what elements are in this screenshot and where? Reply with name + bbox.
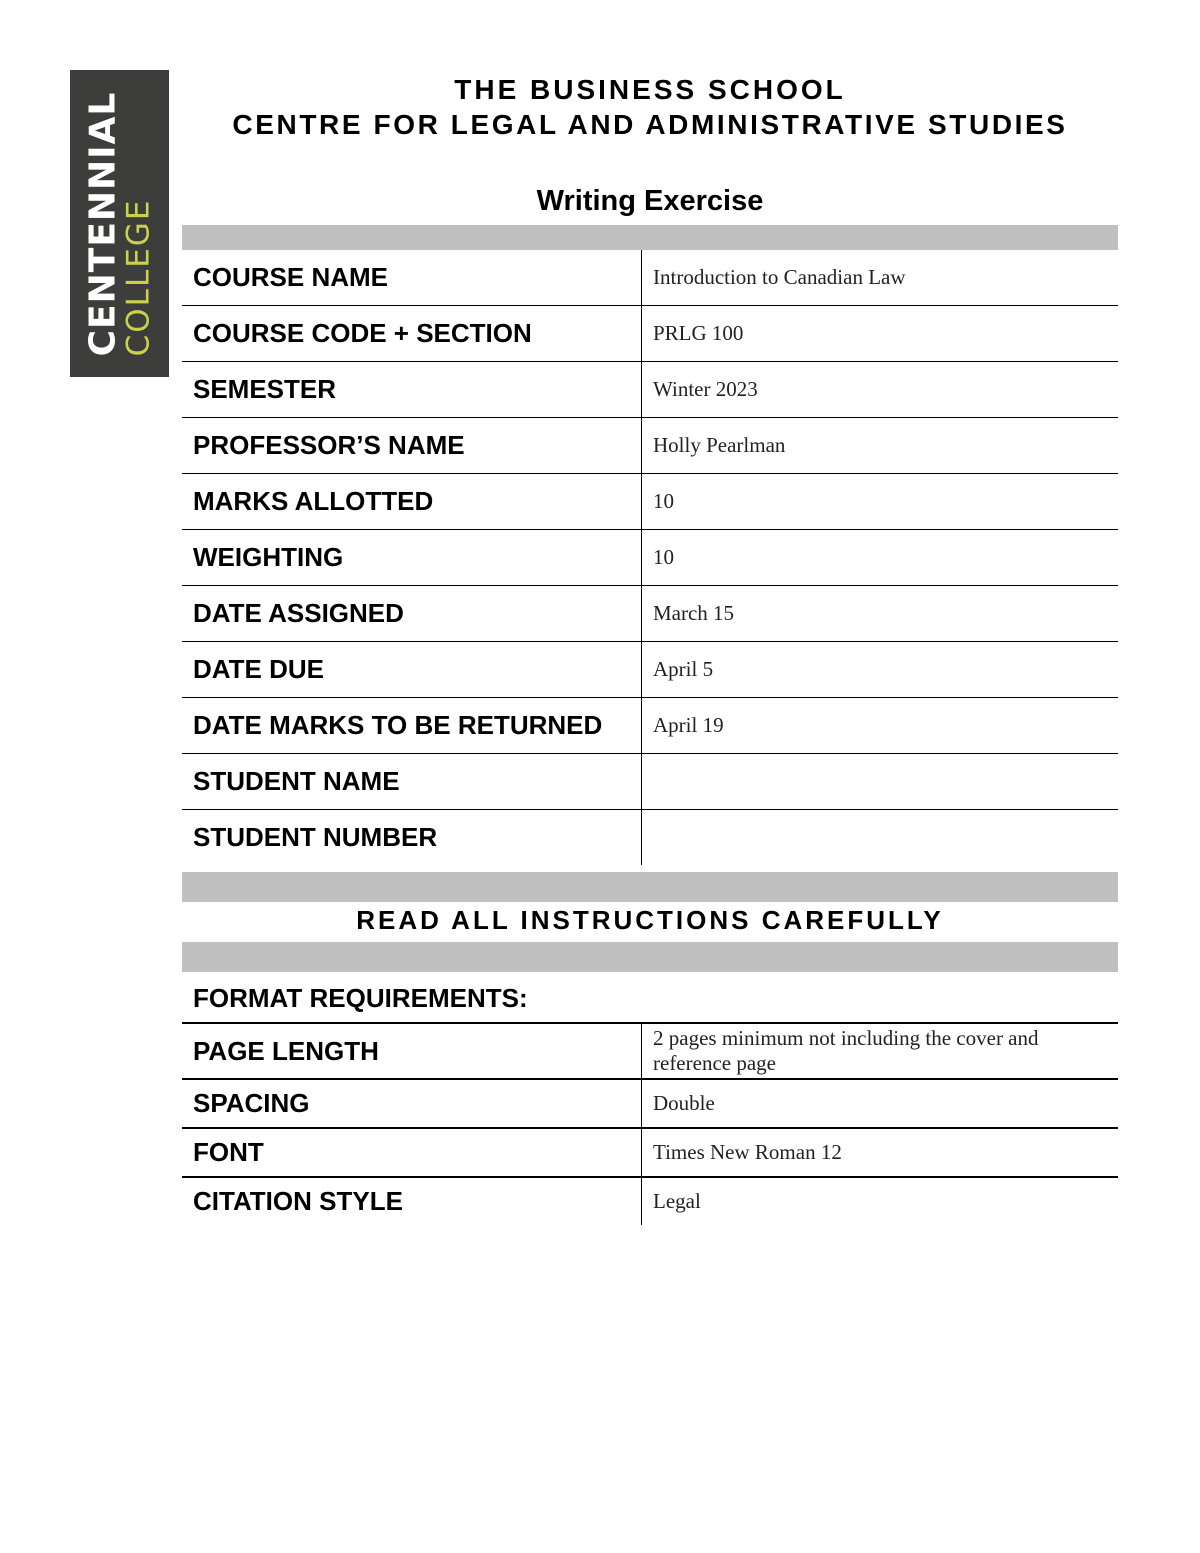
professor-name-value: Holly Pearlman [642,418,1119,474]
date-due-label: DATE DUE [182,642,642,698]
table-row [182,530,1118,586]
document-title: Writing Exercise [536,185,764,217]
date-assigned-label: DATE ASSIGNED [182,586,642,642]
table-row [182,1023,1118,1079]
format-requirements-heading: FORMAT REQUIREMENTS: [193,983,528,1013]
course-code-label: COURSE CODE + SECTION [182,306,642,362]
date-due-value: April 5 [642,642,1119,698]
semester-value: Winter 2023 [642,362,1119,418]
logo-line-college: COLLEGE [120,198,156,356]
table-row [182,474,1118,530]
professor-name-label: PROFESSOR’S NAME [182,418,642,474]
weighting-label: WEIGHTING [182,530,642,586]
page-length-value: 2 pages minimum not including the cover and reference page [642,1023,1119,1079]
course-info-table [182,250,1118,865]
format-requirements-table [182,1022,1118,1225]
table-row [182,250,1118,306]
font-label: FONT [182,1128,642,1177]
citation-style-value: Legal [653,1189,701,1213]
table-row [182,810,1118,866]
college-logo [70,70,169,377]
header-divider-band [182,225,1118,250]
instructions-heading: READ ALL INSTRUCTIONS CAREFULLY [356,905,944,935]
table-row [182,1177,1118,1225]
date-returned-label: DATE MARKS TO BE RETURNED [182,698,642,754]
logo-wordmark [82,91,156,356]
instructions-bottom-band [182,942,1118,972]
citation-style-label: CITATION STYLE [182,1177,642,1225]
table-row [182,1079,1118,1128]
marks-allotted-value: 10 [642,474,1119,530]
weighting-value: 10 [642,530,1119,586]
course-code-value: PRLG 100 [642,306,1119,362]
semester-label: SEMESTER [182,362,642,418]
table-row [182,698,1118,754]
page-length-label: PAGE LENGTH [182,1023,642,1079]
centre-heading: CENTRE FOR LEGAL AND ADMINISTRATIVE STUDIES [232,109,1068,140]
logo-line-centennial: CENTENNIAL [82,91,123,356]
course-name-label: COURSE NAME [182,250,642,306]
course-name-value: Introduction to Canadian Law [642,250,1119,306]
student-number-field[interactable] [642,810,1119,866]
table-row [182,306,1118,362]
spacing-label: SPACING [182,1079,642,1128]
student-number-label: STUDENT NUMBER [182,810,642,866]
date-assigned-value: March 15 [642,586,1119,642]
table-row [182,418,1118,474]
font-value: Times New Roman 12 [642,1128,1119,1177]
spacing-value: Double [642,1079,1119,1128]
table-row [182,1128,1118,1177]
table-row [182,754,1118,810]
student-name-field[interactable] [642,754,1119,810]
date-returned-value: April 19 [642,698,1119,754]
marks-allotted-label: MARKS ALLOTTED [182,474,642,530]
instructions-top-band [182,872,1118,902]
table-row [182,586,1118,642]
school-heading: THE BUSINESS SCHOOL [454,74,846,105]
student-name-label: STUDENT NAME [182,754,642,810]
table-row [182,642,1118,698]
table-row [182,362,1118,418]
